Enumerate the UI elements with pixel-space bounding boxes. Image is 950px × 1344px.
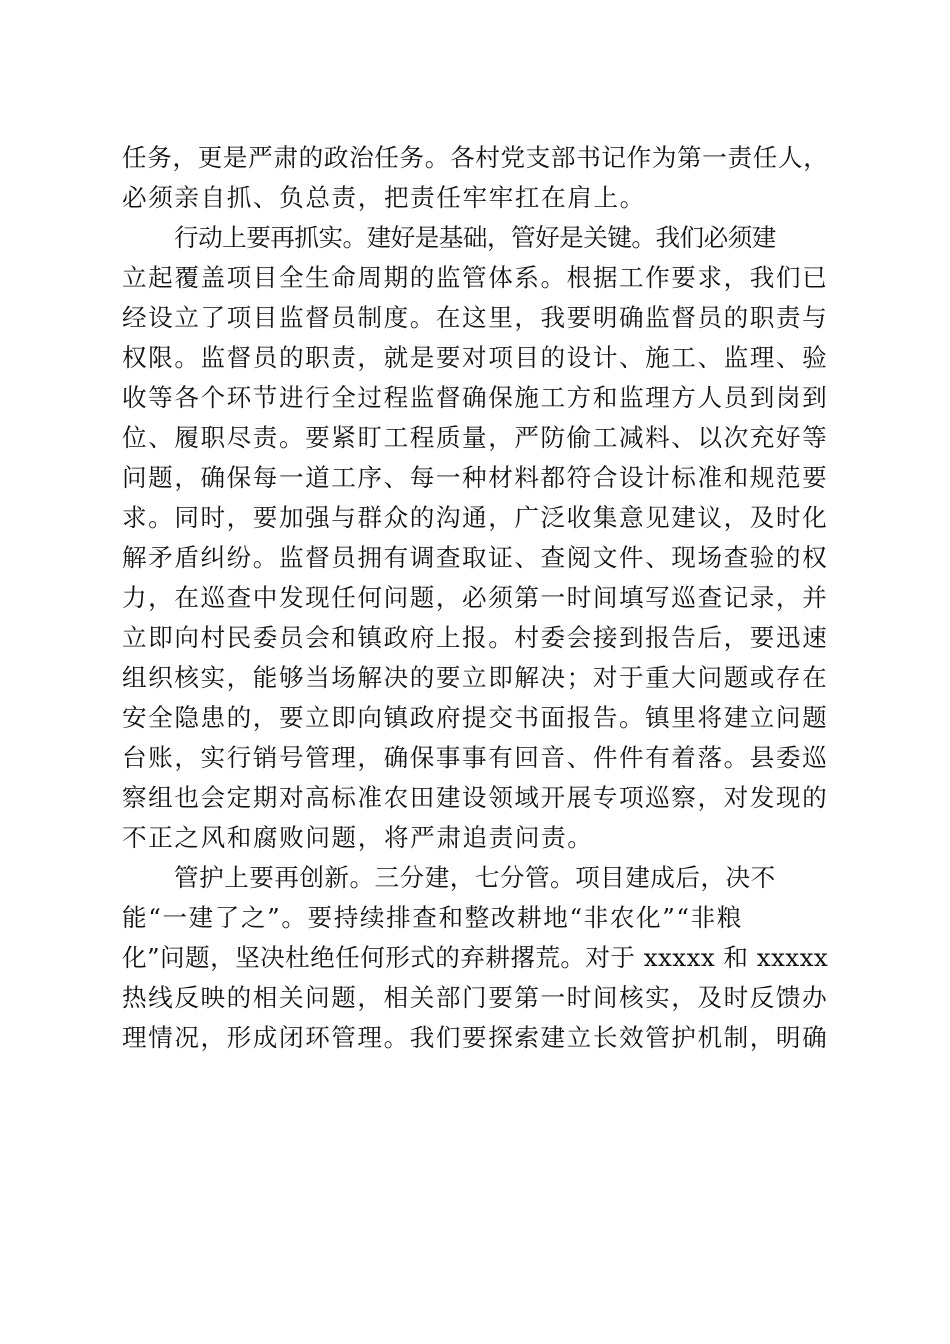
text-line: 立即向村民委员会和镇政府上报。村委会接到报告后，要迅速 <box>122 623 829 652</box>
text-line: 管护上要再创新。三分建，七分管。项目建成后，决不 <box>174 863 776 892</box>
text-line: 力，在巡查中发现任何问题，必须第一时间填写巡查记录，并 <box>122 583 829 612</box>
text-line: 不正之风和腐败问题，将严肃追责问责。 <box>122 823 594 852</box>
text-line: 权限。监督员的职责，就是要对项目的设计、施工、监理、验 <box>122 343 829 372</box>
text-line: 解矛盾纠纷。监督员拥有调查取证、查阅文件、现场查验的权 <box>122 543 829 572</box>
text-line: 组织核实，能够当场解决的要立即解决；对于重大问题或存在 <box>122 663 829 692</box>
text-line: 收等各个环节进行全过程监督确保施工方和监理方人员到岗到 <box>122 383 829 412</box>
text-line: 行动上要再抓实。建好是基础，管好是关键。我们必须建 <box>174 223 776 252</box>
text-line: 察组也会定期对高标准农田建设领域开展专项巡察，对发现的 <box>122 783 829 812</box>
text-line: 能“一建了之”。要持续排查和整改耕地“非农化”“非粮 <box>122 903 743 932</box>
paragraph-responsibility <box>122 138 828 218</box>
text-line: 求。同时，要加强与群众的沟通，广泛收集意见建议，及时化 <box>122 503 829 532</box>
text-line: 化”问题，坚决杜绝任何形式的弃耕撂荒。对于 xxxxx 和 xxxxx <box>122 943 829 972</box>
text-line: 台账，实行销号管理，确保事事有回音、件件有着落。县委巡 <box>122 743 829 772</box>
text-line: 热线反映的相关问题，相关部门要第一时间核实，及时反馈办 <box>122 983 829 1012</box>
text-line: 任务，更是严肃的政治任务。各村党支部书记作为第一责任人， <box>122 143 829 172</box>
text-line: 安全隐患的，要立即向镇政府提交书面报告。镇里将建立问题 <box>122 703 829 732</box>
paragraph-action <box>122 218 828 858</box>
paragraph-maintenance <box>122 858 828 1058</box>
document-body <box>122 138 828 1058</box>
text-line: 问题，确保每一道工序、每一种材料都符合设计标准和规范要 <box>122 463 829 492</box>
text-line: 立起覆盖项目全生命周期的监管体系。根据工作要求，我们已 <box>122 263 829 292</box>
text-line: 理情况，形成闭环管理。我们要探索建立长效管护机制，明确 <box>122 1023 829 1052</box>
text-line: 经设立了项目监督员制度。在这里，我要明确监督员的职责与 <box>122 303 829 332</box>
text-line: 位、履职尽责。要紧盯工程质量，严防偷工减料、以次充好等 <box>122 423 829 452</box>
text-line: 必须亲自抓、负总责，把责任牢牢扛在肩上。 <box>122 183 646 212</box>
